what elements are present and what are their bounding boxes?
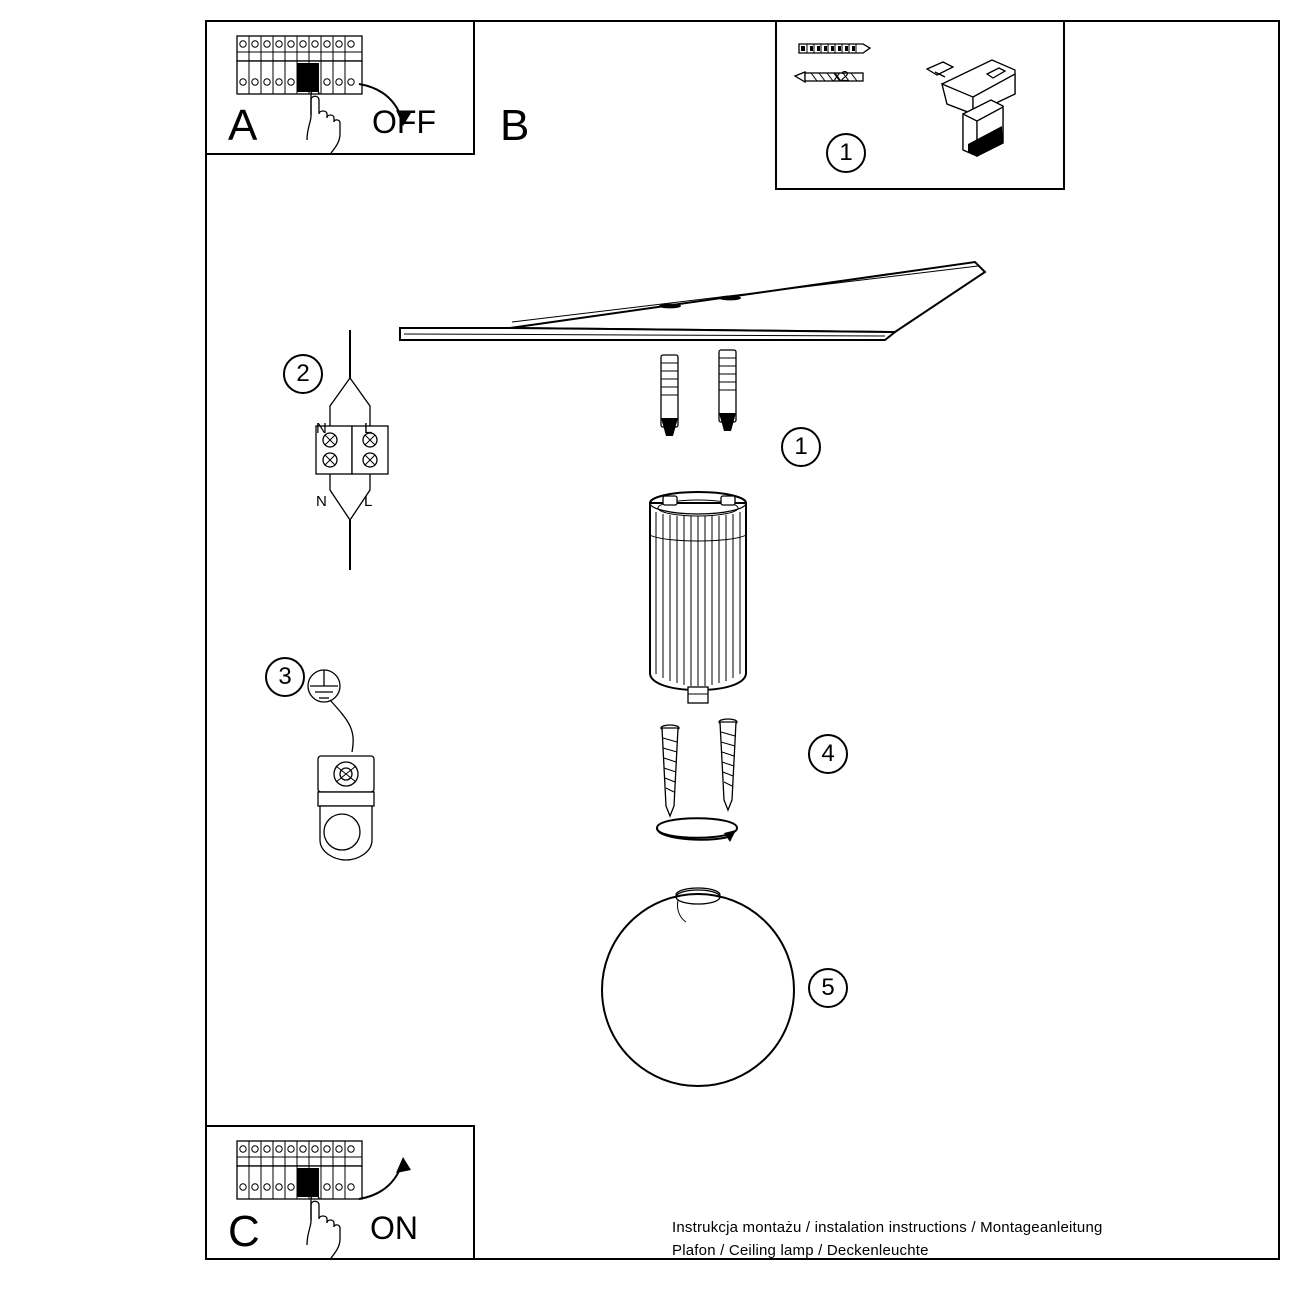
ground-symbol-icon	[308, 670, 340, 702]
step-badge-5: 5	[808, 968, 848, 1008]
step-badge-4: 4	[808, 734, 848, 774]
step-badge-1-tools: 1	[826, 133, 866, 173]
wiring-label-l-bottom: L	[364, 493, 373, 510]
panel-b-letter: B	[500, 101, 530, 150]
panel-tools	[775, 20, 1065, 190]
exploded-assembly-diagram	[380, 250, 1030, 1130]
hand-icon	[307, 1195, 340, 1258]
screw-pair-icon	[661, 719, 737, 816]
panel-c-letter: C	[228, 1207, 260, 1256]
tools-quantity-label: x2	[833, 68, 849, 85]
wiring-label-l-top: L	[364, 420, 373, 437]
step-badge-1: 1	[781, 427, 821, 467]
wall-plug-pair-icon	[661, 350, 736, 436]
ceiling-plate-icon	[400, 262, 985, 340]
footer-line-1: Instrukcja montażu / instalation instructions / Montageanleitung	[672, 1219, 1103, 1236]
wiring-label-n-bottom: N	[316, 493, 327, 510]
arrow-curved-up-icon	[359, 1157, 411, 1199]
wire-terminal-connector-icon	[300, 330, 420, 580]
panel-a-action-label: OFF	[372, 104, 436, 140]
wiring-label-n-top: N	[316, 420, 327, 437]
rotation-arrow-icon	[657, 818, 737, 842]
step-badge-3: 3	[265, 657, 305, 697]
footer-caption	[672, 1216, 1103, 1263]
wall-plug-icon	[799, 44, 870, 53]
panel-a-letter: A	[228, 101, 258, 150]
earth-ground-terminal-icon	[300, 660, 410, 870]
footer-line-2: Plafon / Ceiling lamp / Deckenleuchte	[672, 1242, 929, 1260]
screw-icon	[795, 72, 863, 82]
power-drill-icon	[927, 60, 1015, 156]
glass-globe-icon	[602, 888, 794, 1086]
step-badge-2: 2	[283, 354, 323, 394]
panel-c-action-label: ON	[370, 1210, 418, 1246]
hand-icon	[307, 90, 340, 153]
lamp-body-icon	[650, 492, 746, 703]
